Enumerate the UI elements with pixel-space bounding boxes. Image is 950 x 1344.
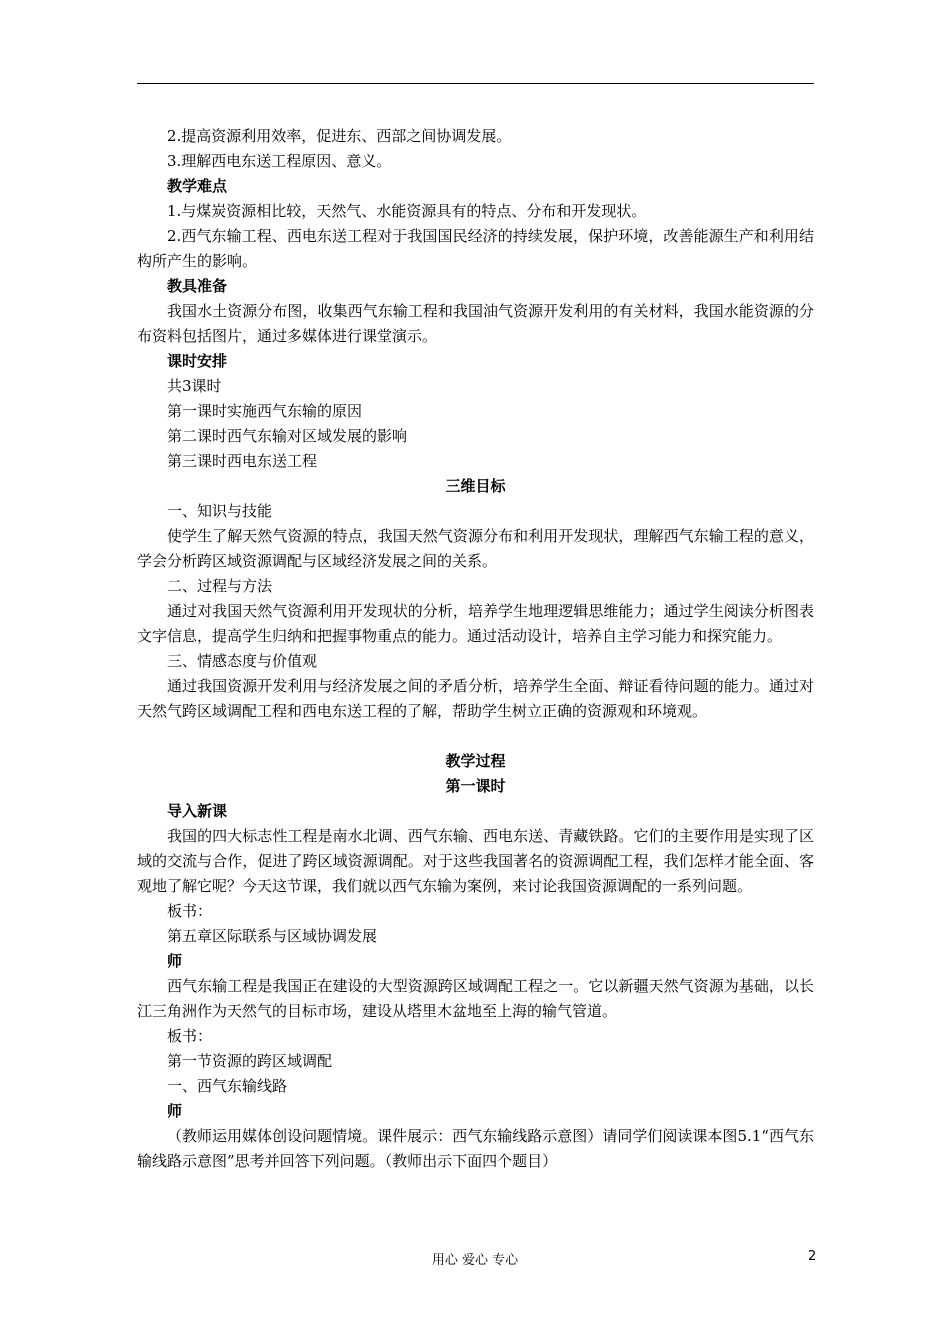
- teacher-paragraph-1: 西气东输工程是我国正在建设的大型资源跨区域调配工程之一。它以新疆天然气资源为基础，以长江三角洲作为天然气的目标市场，建设从塔里木盆地至上海的输气管道。: [137, 977, 814, 1020]
- schedule-lesson-1: 第一课时实施西气东输的原因: [167, 402, 363, 420]
- difficulty-item-2: 2.西气东输工程、西电东送工程对于我国国民经济的持续发展，保护环境，改善能源生产和利用结构所产生的影响。: [137, 227, 814, 270]
- board-label-1: 板书：: [167, 902, 213, 920]
- board-label-2: 板书：: [167, 1027, 213, 1045]
- board-text-1: 第五章区际联系与区域协调发展: [167, 927, 378, 945]
- board-text-2b: 一、西气东输线路: [167, 1077, 288, 1095]
- page-footer: 用心 爱心 专心: [431, 1253, 519, 1268]
- goal-item-3: 3.理解西电东送工程原因、意义。: [167, 152, 392, 170]
- knowledge-heading: 一、知识与技能: [167, 502, 273, 520]
- schedule-lesson-2: 第二课时西气东输对区域发展的影响: [167, 427, 408, 445]
- document-body: [137, 124, 814, 1174]
- process-heading: 二、过程与方法: [167, 577, 273, 595]
- teacher-paragraph-2: （教师运用媒体创设问题情境。课件展示：西气东输线路示意图）请同学们阅读课本图5.1“西气东输线路示意图”思考并回答下列问题。（教师出示下面四个题目）: [137, 1127, 814, 1170]
- goals-heading: 三维目标: [445, 477, 506, 495]
- difficulty-heading: 教学难点: [167, 177, 228, 195]
- knowledge-paragraph: 使学生了解天然气资源的特点，我国天然气资源分布和利用开发现状，理解西气东输工程的意义，学会分析跨区域资源调配与区域经济发展之间的关系。: [137, 527, 814, 570]
- intro-heading: 导入新课: [167, 802, 228, 820]
- attitude-heading: 三、情感态度与价值观: [167, 652, 318, 670]
- teacher-label-1: 师: [167, 952, 183, 970]
- board-text-2a: 第一节资源的跨区域调配: [167, 1052, 333, 1070]
- difficulty-item-1: 1.与煤炭资源相比较，天然气、水能资源具有的特点、分布和开发现状。: [167, 202, 647, 220]
- goal-item-2: 2.提高资源利用效率，促进东、西部之间协调发展。: [167, 127, 512, 145]
- first-lesson-heading: 第一课时: [445, 777, 506, 795]
- spacer: [137, 724, 814, 749]
- process-paragraph: 通过对我国天然气资源利用开发现状的分析，培养学生地理逻辑思维能力；通过学生阅读分析图表文字信息，提高学生归纳和把握事物重点的能力。通过活动设计，培养自主学习能力和探究能力。: [137, 602, 814, 645]
- page-number: 2: [808, 1249, 817, 1264]
- attitude-paragraph: 通过我国资源开发利用与经济发展之间的矛盾分析，培养学生全面、辩证看待问题的能力。通过对天然气跨区域调配工程和西电东送工程的了解，帮助学生树立正确的资源观和环境观。: [137, 677, 814, 720]
- schedule-heading: 课时安排: [167, 352, 228, 370]
- teaching-process-heading: 教学过程: [445, 752, 506, 770]
- header-rule: [137, 83, 814, 84]
- intro-paragraph: 我国的四大标志性工程是南水北调、西气东输、西电东送、青藏铁路。它们的主要作用是实现了区域的交流与合作，促进了跨区域资源调配。对于这些我国著名的资源调配工程，我们怎样才能全面、客观地了解它呢？今天这节课，我们就以西气东输为案例，来讨论我国资源调配的一系列问题。: [137, 827, 814, 895]
- tools-paragraph: 我国水土资源分布图，收集西气东输工程和我国油气资源开发利用的有关材料，我国水能资源的分布资料包括图片，通过多媒体进行课堂演示。: [137, 302, 814, 345]
- teacher-label-2: 师: [167, 1102, 183, 1120]
- schedule-lesson-3: 第三课时西电东送工程: [167, 452, 318, 470]
- tools-heading: 教具准备: [167, 277, 228, 295]
- schedule-total: 共3课时: [167, 377, 222, 395]
